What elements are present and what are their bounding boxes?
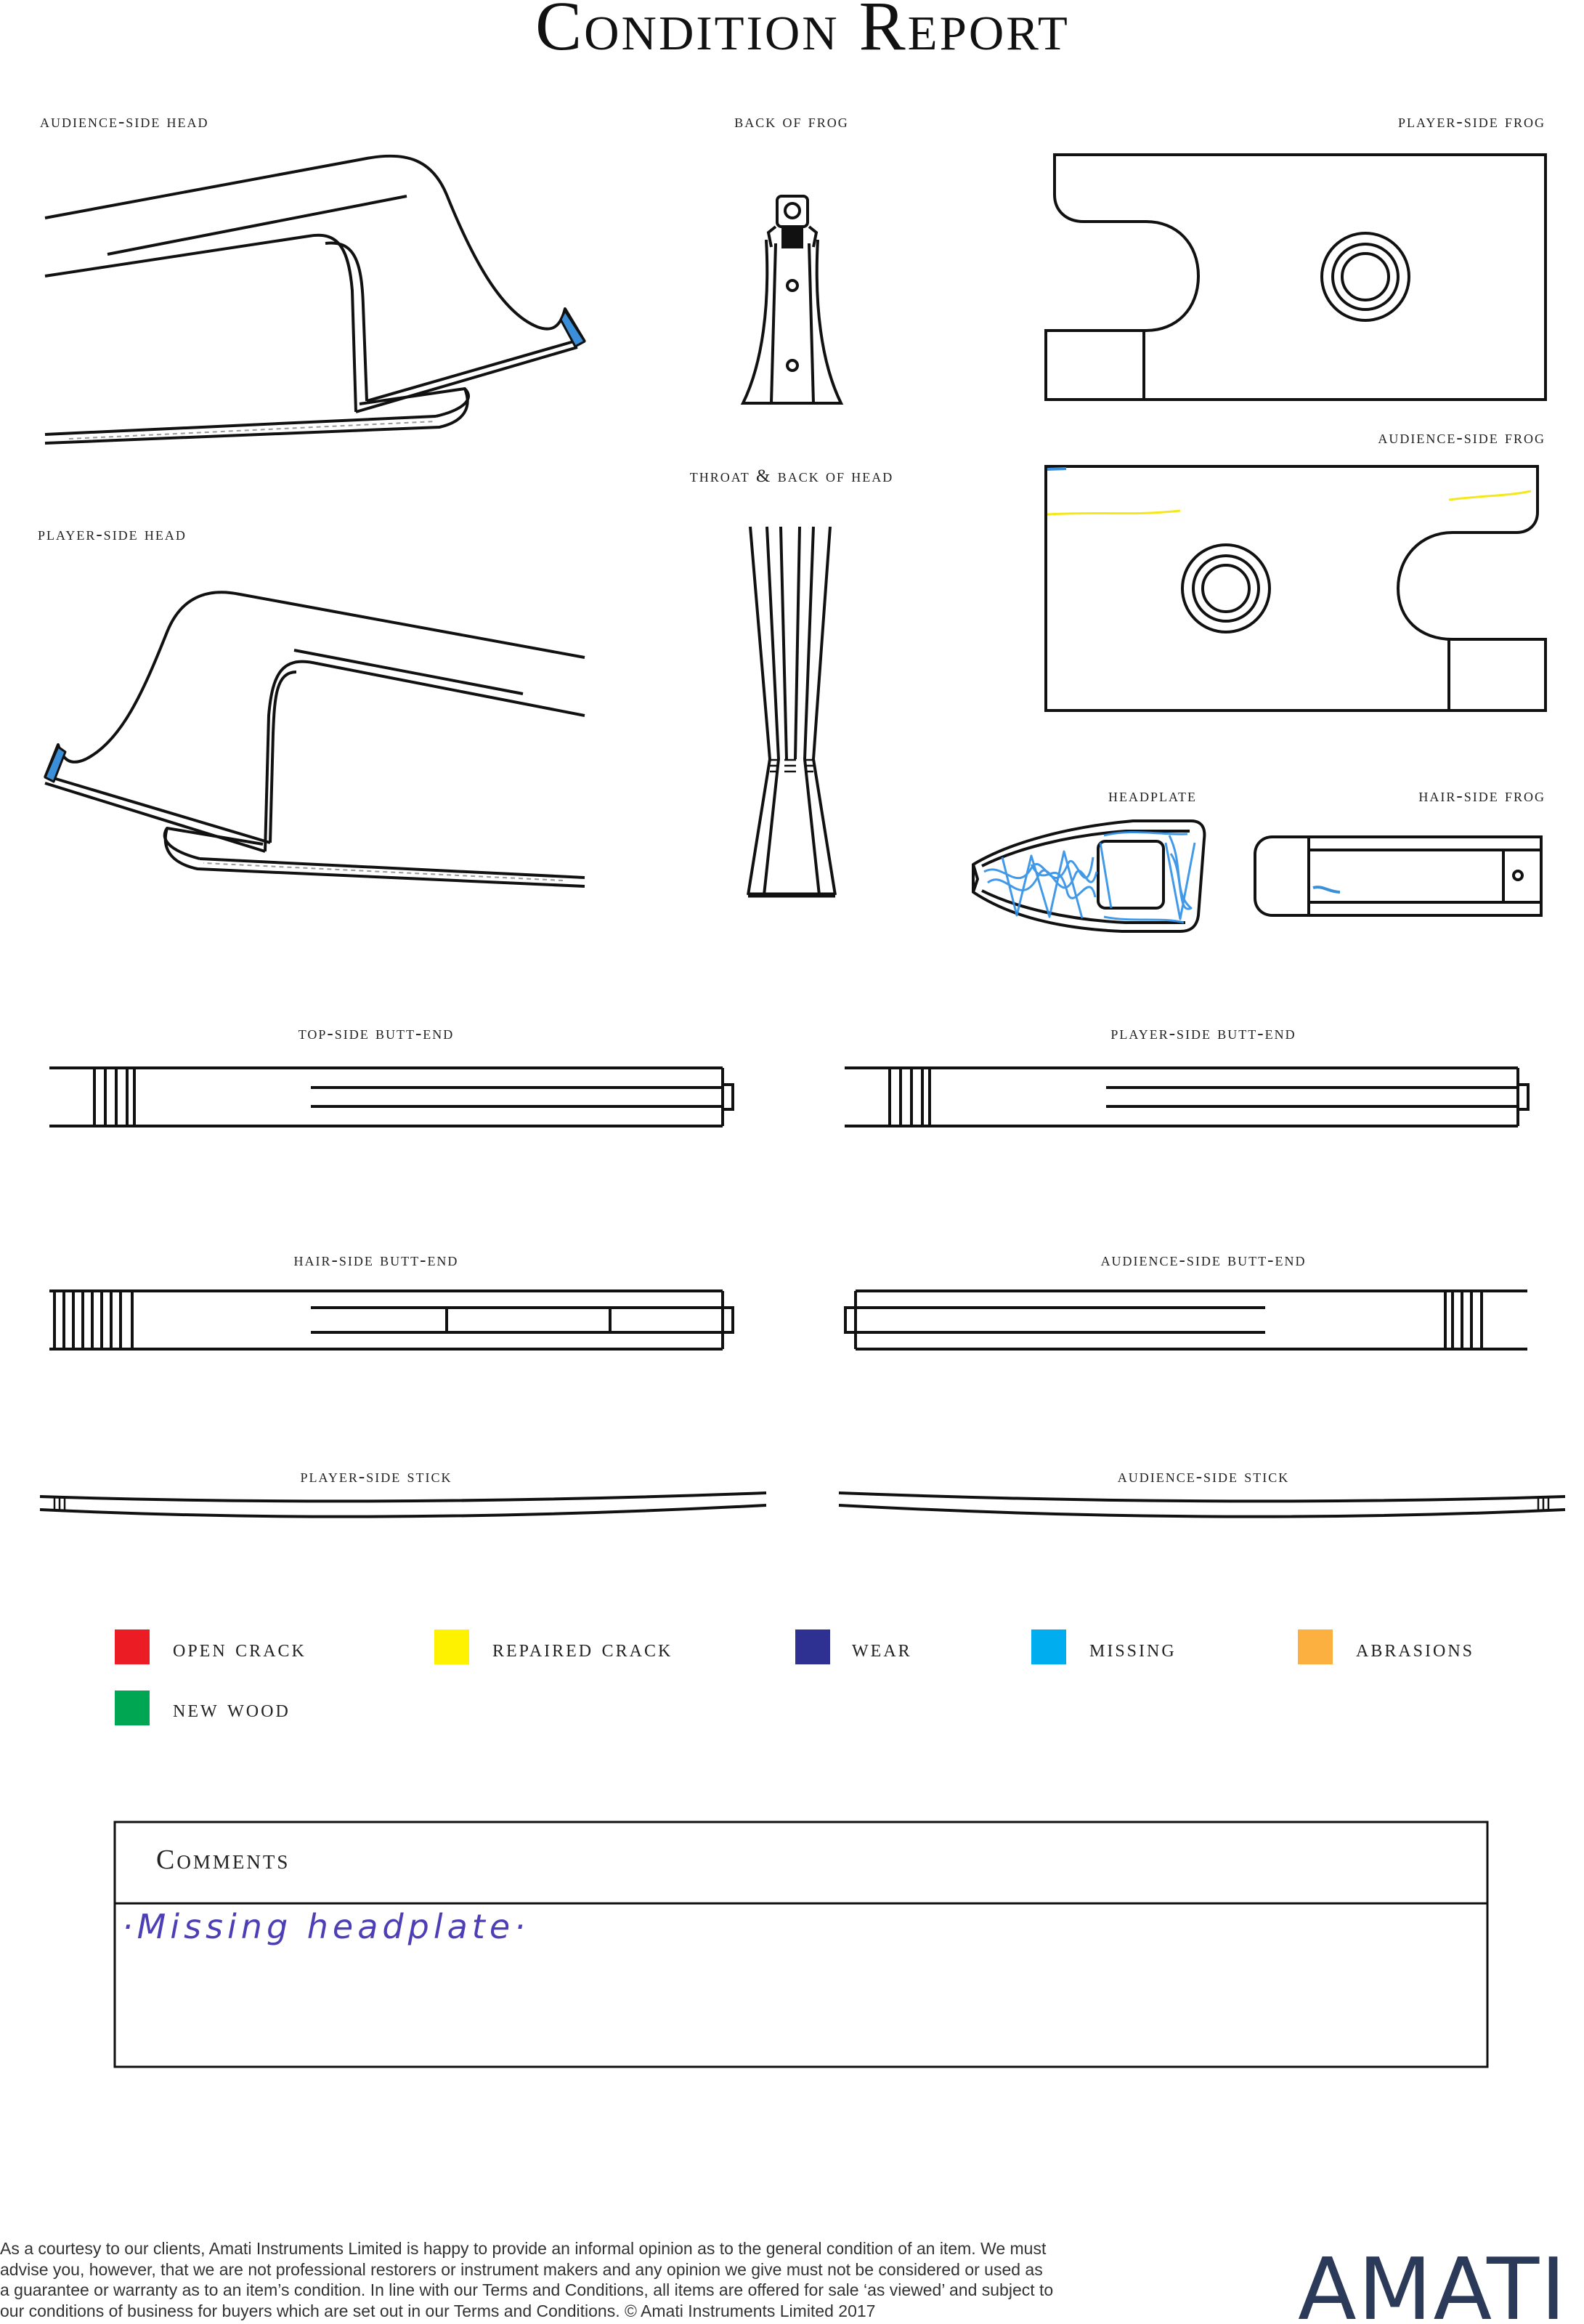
legend-item-open-crack — [115, 1629, 306, 1664]
legend-swatch-new-wood — [115, 1691, 150, 1725]
hair-side-frog-drawing — [1255, 837, 1541, 915]
back-of-frog-drawing — [743, 196, 841, 403]
label-player-side-frog: player-side frog — [1398, 112, 1546, 131]
legend-item-new-wood — [115, 1691, 291, 1725]
legend — [115, 1629, 1474, 1725]
audience-side-frog-drawing — [1046, 466, 1546, 710]
label-player-side-stick: player-side stick — [300, 1467, 452, 1486]
legend-item-missing — [1031, 1629, 1177, 1664]
label-player-side-butt-end: player-side butt-end — [1110, 1024, 1296, 1043]
audience-side-butt-end-drawing — [845, 1291, 1527, 1349]
legend-swatch-abrasions — [1298, 1629, 1333, 1664]
comments-box — [115, 1822, 1487, 2067]
label-audience-side-frog: audience-side frog — [1378, 428, 1546, 448]
audience-side-stick-drawing — [839, 1493, 1565, 1517]
disclaimer — [0, 2239, 1053, 2320]
legend-label-repaired-crack: repaired crack — [492, 1635, 673, 1662]
audience-side-head-drawing — [45, 156, 585, 443]
label-throat-back-of-head: throat & back of head — [689, 466, 894, 486]
throat-back-of-head-drawing — [748, 527, 835, 895]
legend-label-abrasions: abrasions — [1356, 1635, 1475, 1662]
hair-side-butt-end-drawing — [49, 1291, 733, 1349]
label-headplate: headplate — [1108, 786, 1197, 806]
label-hair-side-butt-end: hair-side butt-end — [293, 1250, 459, 1270]
legend-item-repaired-crack — [434, 1629, 673, 1664]
page-title: Condition Report — [535, 0, 1070, 65]
legend-label-wear: wear — [852, 1635, 912, 1662]
legend-label-new-wood: new wood — [173, 1696, 291, 1722]
top-side-butt-end-drawing — [49, 1068, 733, 1126]
player-side-head-drawing — [45, 592, 585, 886]
player-side-frog-drawing — [1046, 155, 1546, 400]
amati-logo: AMATI — [1298, 2239, 1567, 2324]
disclaimer-line: As a courtesy to our clients, Amati Instruments Limited is happy to provide an informal opinion as to the general condition of an item. We must — [0, 2239, 1047, 2258]
disclaimer-line: our conditions of business for buyers which are set out in our Terms and Conditions. © Amati Instruments Limited 2017 — [0, 2301, 876, 2320]
label-audience-side-head: audience-side head — [40, 112, 209, 131]
legend-swatch-missing — [1031, 1629, 1066, 1664]
legend-item-wear — [795, 1629, 912, 1664]
legend-item-abrasions — [1298, 1629, 1474, 1664]
legend-swatch-wear — [795, 1629, 830, 1664]
label-top-side-butt-end: top-side butt-end — [298, 1024, 455, 1043]
player-side-butt-end-drawing — [845, 1068, 1528, 1126]
comments-handwritten-note: ·Missing headplate· — [122, 1907, 529, 1946]
label-hair-side-frog: hair-side frog — [1418, 786, 1546, 806]
player-side-stick-drawing — [40, 1493, 766, 1517]
label-back-of-frog: back of frog — [734, 112, 849, 131]
legend-label-open-crack: open crack — [173, 1635, 306, 1662]
legend-label-missing: missing — [1089, 1635, 1177, 1662]
label-audience-side-stick: audience-side stick — [1117, 1467, 1290, 1486]
legend-swatch-repaired-crack — [434, 1629, 469, 1664]
headplate-drawing — [973, 821, 1204, 931]
label-player-side-head: player-side head — [38, 525, 187, 544]
label-audience-side-butt-end: audience-side butt-end — [1100, 1250, 1307, 1270]
disclaimer-line: a guarantee or warranty as to an item’s condition. In line with our Terms and Conditions, all items are offered for sale ‘as viewed’ and subject to — [0, 2280, 1054, 2299]
legend-swatch-open-crack — [115, 1629, 150, 1664]
disclaimer-line: advise you, however, that we are not professional restorers or instrument makers and any opinion we give must not be considered or used as — [0, 2260, 1043, 2279]
comments-heading: Comments — [156, 1845, 291, 1875]
